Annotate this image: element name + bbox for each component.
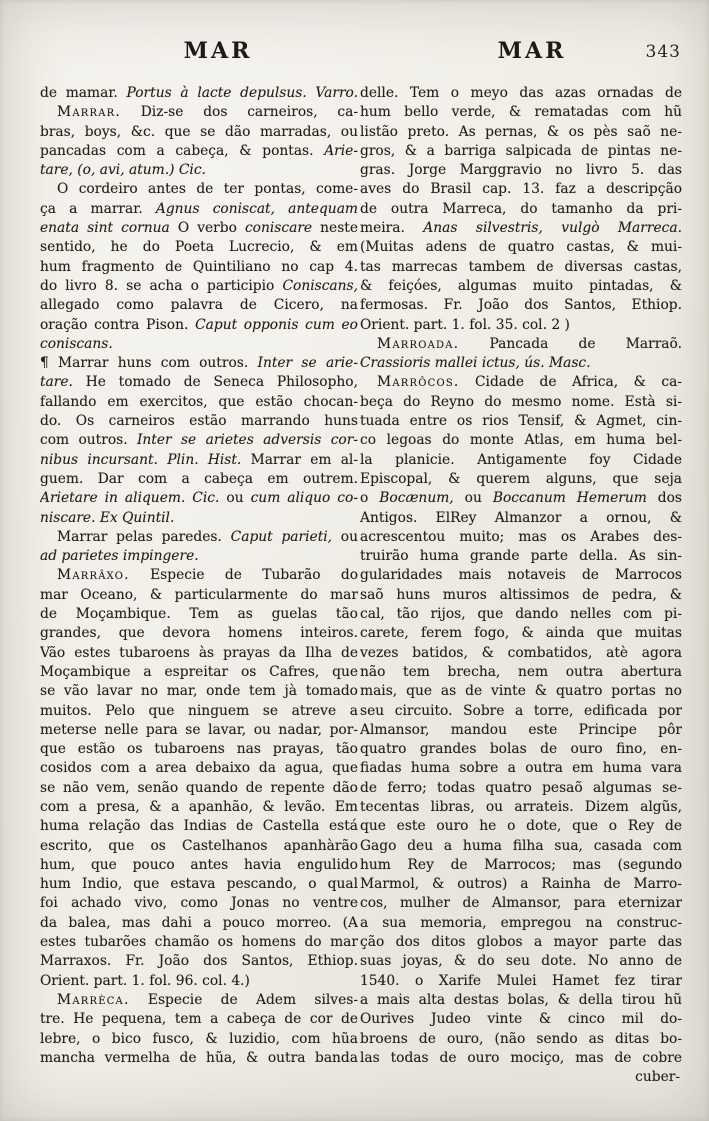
text-line bbox=[360, 779, 682, 798]
entry-headword: Marrâxo. bbox=[57, 567, 130, 584]
text-line bbox=[360, 856, 682, 875]
text-segment: Marmol, & outros) a Rainha de Marro- bbox=[360, 876, 682, 893]
text-line bbox=[360, 759, 682, 778]
text-segment: pancadas com a cabeça, & pontas. bbox=[40, 142, 325, 159]
text-line bbox=[40, 373, 358, 392]
text-segment: gularidades mais notaveis de Marrocos bbox=[360, 567, 682, 584]
text-segment: Almansor, mandou este Principe pôr bbox=[360, 721, 682, 738]
text-line bbox=[40, 412, 358, 431]
text-segment: grandes, que devora homens inteiros. bbox=[40, 625, 358, 642]
text-line bbox=[40, 277, 358, 296]
text-segment: seu circuito. Sobre a torre, edificada por bbox=[360, 702, 682, 719]
text-line bbox=[360, 354, 682, 373]
text-line bbox=[360, 952, 682, 971]
text-segment: niscare. Ex Quintil. bbox=[40, 509, 175, 526]
text-segment: Orient. part. 1. fol. 96. col. 4.) bbox=[40, 972, 250, 989]
text-line bbox=[40, 1010, 358, 1029]
text-line bbox=[40, 624, 358, 643]
text-segment: foi achado vivo, como Jonas no ventre bbox=[40, 895, 358, 912]
entry-headword: Marrèca. bbox=[57, 991, 130, 1008]
text-segment: Inter se arie- bbox=[257, 355, 358, 372]
text-segment: cosidos com a area debaixo da agua, que bbox=[40, 760, 358, 777]
text-segment: huma relação das Indias de Castella está bbox=[40, 818, 358, 835]
text-segment: Caput opponis cum eo bbox=[195, 316, 358, 333]
text-line bbox=[360, 894, 682, 913]
text-segment: se não vem, senão quando de repente dão bbox=[40, 779, 358, 796]
text-segment: que estão os tubaroens nas prayas, tão bbox=[40, 741, 358, 758]
text-segment: Marraxos. Fr. João dos Santos, Ethiop. bbox=[40, 953, 358, 970]
text-line bbox=[360, 335, 682, 354]
header-title-left: MAR bbox=[183, 38, 253, 64]
text-segment: suas joyas, & do seu dote. No anno de bbox=[360, 953, 682, 970]
text-segment: oração contra Pison. bbox=[40, 316, 196, 333]
page-number: 343 bbox=[645, 42, 681, 62]
text-segment: tas marrecas tambem de diversas castas, bbox=[360, 258, 682, 275]
text-line bbox=[360, 142, 682, 161]
text-line bbox=[40, 489, 358, 508]
text-line bbox=[40, 123, 358, 142]
catchword: cuber- bbox=[635, 1069, 680, 1086]
text-segment: & feiçóes, algumas muito pintadas, & bbox=[360, 277, 682, 294]
text-segment: ção dos ditos globos a mayor parte das bbox=[360, 934, 682, 951]
text-line bbox=[40, 759, 358, 778]
text-line bbox=[40, 528, 358, 547]
text-segment: Bocænum, bbox=[379, 490, 465, 507]
text-segment: Arietare in aliquem. Cic. bbox=[40, 490, 227, 507]
text-segment: Vão estes tubaroens às prayas da Ilha de bbox=[40, 644, 358, 661]
text-line bbox=[360, 644, 682, 663]
text-segment: do. Os carneiros estão marrando huns bbox=[40, 413, 358, 430]
text-line bbox=[360, 1010, 682, 1029]
text-segment: Antigos. ElRey Almanzor a ornou, & bbox=[360, 509, 682, 526]
text-segment: guem. Dar com a cabeça em outrem. bbox=[40, 470, 358, 487]
text-line bbox=[40, 740, 358, 759]
text-segment: ou bbox=[340, 528, 358, 545]
text-line bbox=[360, 972, 682, 991]
text-segment: ou bbox=[464, 490, 493, 507]
text-line bbox=[40, 547, 358, 566]
text-line bbox=[360, 547, 682, 566]
text-segment: neste bbox=[320, 220, 358, 237]
text-line bbox=[360, 238, 682, 257]
text-segment: hum, que pouco antes havia engulido bbox=[40, 856, 358, 873]
text-segment: gros, & a barriga salpicada de pintas ne- bbox=[360, 142, 682, 159]
text-line bbox=[360, 740, 682, 759]
text-segment: aves do Brasil cap. 13. faz a descripção bbox=[360, 181, 682, 198]
text-line bbox=[40, 991, 358, 1010]
text-segment: o bbox=[360, 490, 380, 507]
text-segment: la planicie. Antigamente foy Cidade bbox=[360, 451, 682, 468]
text-segment: muitos. Pelo que ninguem se atreve a bbox=[40, 702, 358, 719]
text-line bbox=[40, 393, 358, 412]
text-line bbox=[40, 200, 358, 219]
text-line bbox=[40, 605, 358, 624]
entry-headword: Marroada. bbox=[377, 335, 460, 352]
text-segment: tecentas libras, ou arrateis. Dizem algũs, bbox=[360, 798, 682, 815]
text-segment: ou bbox=[226, 490, 251, 507]
text-segment: da balea, mas dahi a pouco morreo. (A bbox=[40, 914, 358, 931]
text-line bbox=[360, 509, 682, 528]
text-line bbox=[360, 431, 682, 450]
text-segment: coniscans. bbox=[40, 335, 113, 352]
text-line bbox=[360, 933, 682, 952]
text-segment: hum Rey de Marrocos; mas (segundo bbox=[360, 856, 682, 873]
text-line bbox=[40, 779, 358, 798]
text-segment: gras. Jorge Marggravio no livro 5. das bbox=[360, 162, 682, 179]
text-segment: ¶ Marrar huns com outros. bbox=[40, 355, 258, 372]
text-segment: co legoas do monte Atlas, em huma bel- bbox=[360, 432, 682, 449]
text-line bbox=[360, 605, 682, 624]
text-line bbox=[360, 258, 682, 277]
text-segment: com outros. bbox=[40, 432, 137, 449]
text-line bbox=[40, 914, 358, 933]
text-segment: tre. He pequena, tem a cabeça de cor de bbox=[40, 1011, 358, 1028]
text-line bbox=[40, 894, 358, 913]
text-segment: vezes batidos, & combatidos, atè agora bbox=[360, 644, 682, 661]
text-line bbox=[360, 566, 682, 585]
text-line bbox=[40, 682, 358, 701]
text-segment: He tomado de Seneca Philosopho, bbox=[85, 374, 358, 391]
text-segment: Boccanum Hemerum bbox=[492, 490, 658, 507]
text-line bbox=[40, 84, 358, 103]
text-line bbox=[40, 875, 358, 894]
text-line bbox=[360, 180, 682, 199]
text-line bbox=[40, 470, 358, 489]
text-segment: O verbo bbox=[177, 220, 245, 237]
text-line bbox=[360, 914, 682, 933]
text-segment: não tem brecha, nem outra abertura bbox=[360, 663, 682, 680]
text-segment: fallando em exercitos, que estão chocan- bbox=[40, 393, 358, 410]
text-segment: beça do Reyno do mesmo nome. Està si- bbox=[360, 393, 682, 410]
text-line bbox=[40, 702, 358, 721]
text-segment: com a presa, & a apanhão, & levão. Em bbox=[40, 798, 358, 815]
text-segment: Crassioris mallei ictus, ús. Masc. bbox=[360, 355, 591, 372]
text-segment: nibus incursant. Plin. Hist. bbox=[40, 451, 251, 468]
text-segment: de Moçambique. Tem as guelas tão bbox=[40, 606, 358, 623]
text-line bbox=[40, 1049, 358, 1068]
text-segment: las todas de ouro mociço, mas de cobre bbox=[360, 1049, 682, 1066]
text-line bbox=[360, 1049, 682, 1068]
text-segment: hum fragmento de Quintiliano no cap 4. bbox=[40, 258, 358, 275]
text-line bbox=[360, 451, 682, 470]
text-segment: Agnus coniscat, antequam bbox=[155, 200, 358, 217]
text-segment: Marrar pelas paredes. bbox=[57, 528, 231, 545]
text-line bbox=[40, 721, 358, 740]
text-segment: de mamar. bbox=[40, 85, 127, 101]
text-line bbox=[360, 123, 682, 142]
text-line bbox=[360, 837, 682, 856]
text-segment: (Muitas adens de quatro castas, & mui- bbox=[360, 239, 682, 256]
text-line bbox=[40, 509, 358, 528]
text-segment: estes tubarões chamão os homens do mar bbox=[40, 934, 358, 951]
text-line bbox=[40, 335, 358, 354]
text-segment: Coniscans, bbox=[282, 277, 358, 294]
text-segment: cum aliquo co- bbox=[250, 490, 358, 507]
text-segment: mancha vermelha de hũa, & outra banda bbox=[40, 1049, 358, 1066]
text-line bbox=[360, 316, 682, 335]
text-line bbox=[360, 161, 682, 180]
text-segment: de ferro; todas quatro pesaõ algumas se- bbox=[360, 779, 682, 796]
text-segment: Orient. part. 1. fol. 35. col. 2 ) bbox=[360, 316, 570, 333]
text-segment: do livro 8. se acha o participio bbox=[40, 277, 283, 294]
text-line bbox=[360, 586, 682, 605]
text-segment: sentido, he do Poeta Lucrecio, & em bbox=[40, 239, 358, 256]
text-line bbox=[360, 277, 682, 296]
text-segment: tuada entre os rios Tensif, & Agmet, cin- bbox=[360, 413, 682, 430]
text-line bbox=[40, 431, 358, 450]
text-line bbox=[40, 798, 358, 817]
text-segment: truirão huma grande parte della. As sin- bbox=[360, 548, 682, 565]
text-segment: Anas silvestris, vulgò Marreca. bbox=[423, 220, 682, 237]
text-segment: tare, (o, avi, atum.) Cic. bbox=[40, 162, 206, 179]
text-line bbox=[360, 663, 682, 682]
text-segment: hum bello verde, & rematadas com hũ bbox=[360, 104, 682, 121]
text-segment: hum Indio, que estava pescando, o qual bbox=[40, 876, 358, 893]
text-line bbox=[360, 393, 682, 412]
text-segment: a sua memoria, empregou na construc- bbox=[360, 914, 682, 931]
text-segment: enata sint cornua bbox=[40, 220, 178, 237]
text-line bbox=[40, 296, 358, 315]
text-segment: de outra Marreca, do tamanho da pri- bbox=[360, 200, 682, 217]
text-segment: Moçambique a espreitar os Cafres, que bbox=[40, 663, 358, 680]
text-line bbox=[360, 1030, 682, 1049]
text-segment: Cidade de Africa, & ca- bbox=[459, 374, 682, 391]
text-line bbox=[360, 296, 682, 315]
text-line bbox=[40, 856, 358, 875]
text-segment: coniscare bbox=[244, 220, 321, 237]
text-line bbox=[40, 1030, 358, 1049]
text-segment: O cordeiro antes de ter pontas, come- bbox=[57, 181, 358, 198]
text-segment: delle. Tem o meyo das azas ornadas de bbox=[360, 85, 682, 101]
text-line bbox=[360, 219, 682, 238]
text-line bbox=[40, 817, 358, 836]
text-line bbox=[360, 470, 682, 489]
text-line bbox=[40, 142, 358, 161]
text-segment: cal, tão rijos, que dando nelles com pi- bbox=[360, 606, 682, 623]
text-segment: Caput parieti, bbox=[230, 528, 341, 545]
text-line bbox=[360, 103, 682, 122]
text-segment: lebre, o bico fusco, & luzidio, com hũa bbox=[40, 1030, 358, 1047]
text-segment: 1540. o Xarife Mulei Hamet fez tirar bbox=[360, 972, 682, 989]
text-line bbox=[40, 586, 358, 605]
text-segment: mar Oceano, & particularmente do mar bbox=[40, 586, 358, 603]
text-line bbox=[40, 258, 358, 277]
text-line bbox=[360, 682, 682, 701]
text-line bbox=[40, 837, 358, 856]
text-line bbox=[360, 817, 682, 836]
text-segment: Episcopal, & querem alguns, que seja bbox=[360, 470, 682, 487]
text-line bbox=[40, 663, 358, 682]
text-line bbox=[40, 316, 358, 335]
text-line bbox=[40, 952, 358, 971]
text-segment: Especie de Tubarão do bbox=[129, 567, 358, 584]
text-segment: meira. bbox=[360, 220, 424, 237]
text-segment: meterse nelle para se lavar, ou nadar, por- bbox=[40, 721, 358, 738]
text-line bbox=[40, 644, 358, 663]
text-segment: fermosas. Fr. João dos Santos, Ethiop. bbox=[360, 297, 682, 314]
text-segment: listão preto. As pernas, & os pès saõ ne- bbox=[360, 123, 682, 140]
text-line bbox=[360, 200, 682, 219]
text-segment: Portus à lacte depulsus. Varro. bbox=[126, 85, 358, 101]
text-line bbox=[360, 412, 682, 431]
text-segment: escrito, que os Castelhanos apanhàrão bbox=[40, 837, 358, 854]
text-line bbox=[360, 991, 682, 1010]
text-line bbox=[360, 798, 682, 817]
text-line bbox=[360, 624, 682, 643]
text-segment: bras, boys, &c. que se dão marradas, ou bbox=[40, 123, 358, 140]
text-line bbox=[360, 373, 682, 392]
text-line bbox=[40, 933, 358, 952]
text-line bbox=[40, 451, 358, 470]
header-title-right: MAR bbox=[497, 38, 567, 64]
text-segment: quatro grandes bolas de ouro fino, en- bbox=[360, 741, 682, 758]
text-line bbox=[40, 354, 358, 373]
text-line bbox=[40, 103, 358, 122]
text-line bbox=[360, 84, 682, 103]
left-column bbox=[40, 84, 358, 1068]
text-line bbox=[360, 489, 682, 508]
text-line bbox=[40, 180, 358, 199]
text-line bbox=[40, 161, 358, 180]
text-line bbox=[360, 702, 682, 721]
text-segment: saõ huns muros altissimos de pedra, & bbox=[360, 586, 682, 603]
text-segment: fiadas huma sobre a outra em huma vara bbox=[360, 760, 682, 777]
text-segment: cos, mulher de Almansor, para eternizar bbox=[360, 895, 682, 912]
text-segment: Ourives Judeo vinte & cinco mil do- bbox=[360, 1011, 682, 1028]
text-line bbox=[360, 528, 682, 547]
text-segment: tare. bbox=[40, 374, 86, 391]
text-segment: que este ouro he o dote, que o Rey de bbox=[360, 818, 682, 835]
text-line bbox=[360, 875, 682, 894]
text-line bbox=[360, 721, 682, 740]
right-column bbox=[360, 84, 682, 1087]
text-line bbox=[40, 566, 358, 585]
text-segment: Arie- bbox=[324, 142, 358, 159]
text-segment: Gago deu a huma filha sua, casada com bbox=[360, 837, 682, 854]
text-segment: Inter se arietes adversis cor- bbox=[136, 432, 358, 449]
text-segment: Especie de Adem silves- bbox=[129, 991, 358, 1008]
text-segment: allegado como palavra de Cicero, na bbox=[40, 297, 358, 314]
entry-headword: Marrar. bbox=[57, 104, 121, 121]
text-segment: carete, ferem fogo, & ainda que muitas bbox=[360, 625, 682, 642]
text-segment: ad parietes impingere. bbox=[40, 548, 199, 565]
text-segment: Diz-se dos carneiros, ca- bbox=[120, 104, 358, 121]
entry-headword: Marrôcos. bbox=[377, 374, 460, 391]
text-segment: acrescentou muito; mas os Arabes des- bbox=[360, 528, 682, 545]
text-segment: se vão lavar no mar, onde tem jà tomado bbox=[40, 683, 358, 700]
text-line bbox=[40, 972, 358, 991]
text-segment: a mais alta destas bolas, & della tirou hũ bbox=[360, 991, 682, 1008]
text-segment: mais, que as de vinte & quatro portas no bbox=[360, 683, 682, 700]
text-segment: ça a marrar. bbox=[40, 200, 156, 217]
text-line bbox=[40, 238, 358, 257]
text-segment: dos bbox=[657, 490, 682, 507]
text-line bbox=[40, 219, 358, 238]
text-segment: Marrar em al- bbox=[250, 451, 358, 468]
text-segment: broens de ouro, (não sendo as ditas bo- bbox=[360, 1030, 682, 1047]
text-segment: Pancada de Marraõ. bbox=[459, 335, 682, 352]
